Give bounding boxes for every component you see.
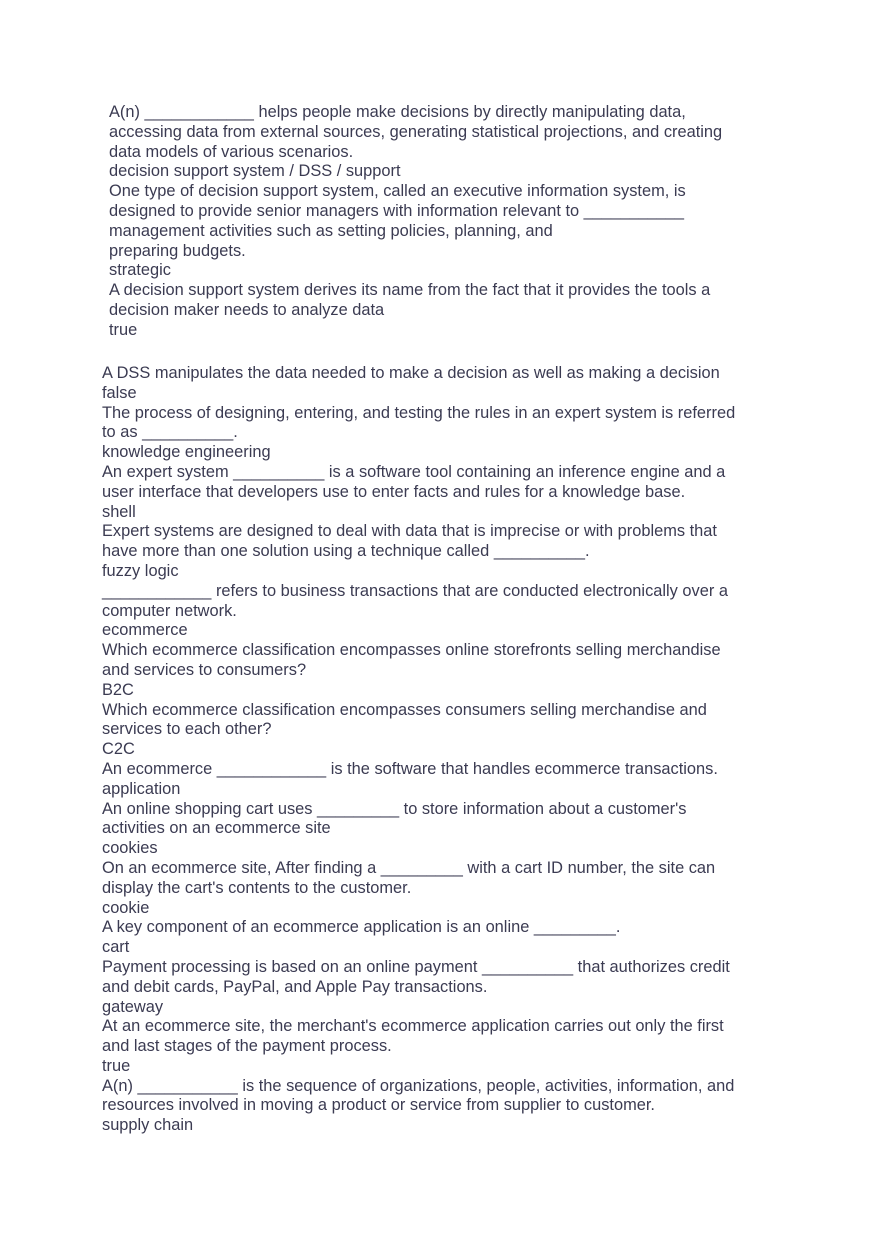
answer-line: strategic (109, 261, 171, 280)
text-line: A decision support system derives its name from the fact that it provides the tools a (109, 281, 711, 300)
text-line: A key component of an ecommerce application is an online _________. (102, 918, 621, 937)
text-line: data models of various scenarios. (109, 142, 354, 161)
text-line: management activities such as setting policies, planning, and (109, 221, 553, 240)
answer-line: true (109, 320, 138, 339)
text-line: A(n) ____________ helps people make decisions by directly manipulating data, (109, 103, 686, 121)
text-line: services to each other? (102, 720, 272, 739)
answer-line: true (102, 1056, 131, 1075)
text-line: accessing data from external sources, generating statistical projections, and creating (109, 122, 723, 141)
answer-line: decision support system / DSS / support (109, 162, 401, 181)
answer-line: supply chain (102, 1116, 194, 1135)
answer-line: cart (102, 938, 130, 957)
answer-line: knowledge engineering (102, 443, 271, 462)
text-line: Which ecommerce classification encompasses online storefronts selling merchandise (102, 641, 721, 660)
text-line: At an ecommerce site, the merchant's ecommerce application carries out only the first (102, 1017, 724, 1036)
answer-line: application (102, 779, 181, 798)
text-line: designed to provide senior managers with information relevant to ___________ (109, 201, 684, 220)
answer-line: ecommerce (102, 621, 188, 640)
text-line: user interface that developers use to enter facts and rules for a knowledge base. (102, 482, 686, 501)
text-line: An online shopping cart uses _________ to store information about a customer's (102, 799, 687, 818)
text-line: display the cart's contents to the customer. (102, 878, 412, 897)
text-line: decision maker needs to analyze data (109, 300, 385, 319)
answer-line: gateway (102, 997, 164, 1016)
text-line: ____________ refers to business transactions that are conducted electronically over a (102, 581, 728, 600)
flashcard-block-expert-ecommerce (102, 364, 792, 1136)
text-line: On an ecommerce site, After finding a _________ with a cart ID number, the site can (102, 858, 716, 877)
answer-line: fuzzy logic (102, 561, 179, 580)
answer-line: C2C (102, 740, 135, 759)
text-line: activities on an ecommerce site (102, 819, 331, 838)
text-line: One type of decision support system, called an executive information system, is (109, 182, 686, 201)
answer-line: cookie (102, 898, 150, 917)
text-line: to as __________. (102, 423, 238, 442)
text-line: An expert system __________ is a software tool containing an inference engine and a (102, 462, 726, 481)
text-line: and services to consumers? (102, 660, 307, 679)
text-line: Expert systems are designed to deal with data that is imprecise or with problems that (102, 522, 717, 541)
text-line: An ecommerce ____________ is the software that handles ecommerce transactions. (102, 759, 718, 778)
text-line: resources involved in moving a product or service from supplier to customer. (102, 1096, 655, 1115)
text-line: computer network. (102, 601, 237, 620)
text-line: Payment processing is based on an online payment __________ that authorizes credit (102, 957, 730, 976)
answer-line: false (102, 383, 137, 402)
flashcard-block-dss (109, 103, 789, 341)
answer-line: cookies (102, 839, 158, 858)
text-line: A DSS manipulates the data needed to make a decision as well as making a decision (102, 364, 720, 382)
text-line: A(n) ___________ is the sequence of organizations, people, activities, information, and (102, 1076, 735, 1095)
text-line: preparing budgets. (109, 241, 246, 260)
answer-line: shell (102, 502, 136, 521)
text-line: The process of designing, entering, and testing the rules in an expert system is referred (102, 403, 736, 422)
text-line: Which ecommerce classification encompasses consumers selling merchandise and (102, 700, 707, 719)
text-line: and debit cards, PayPal, and Apple Pay transactions. (102, 977, 488, 996)
text-line: have more than one solution using a technique called __________. (102, 542, 590, 561)
text-line: and last stages of the payment process. (102, 1037, 392, 1056)
answer-line: B2C (102, 680, 134, 699)
